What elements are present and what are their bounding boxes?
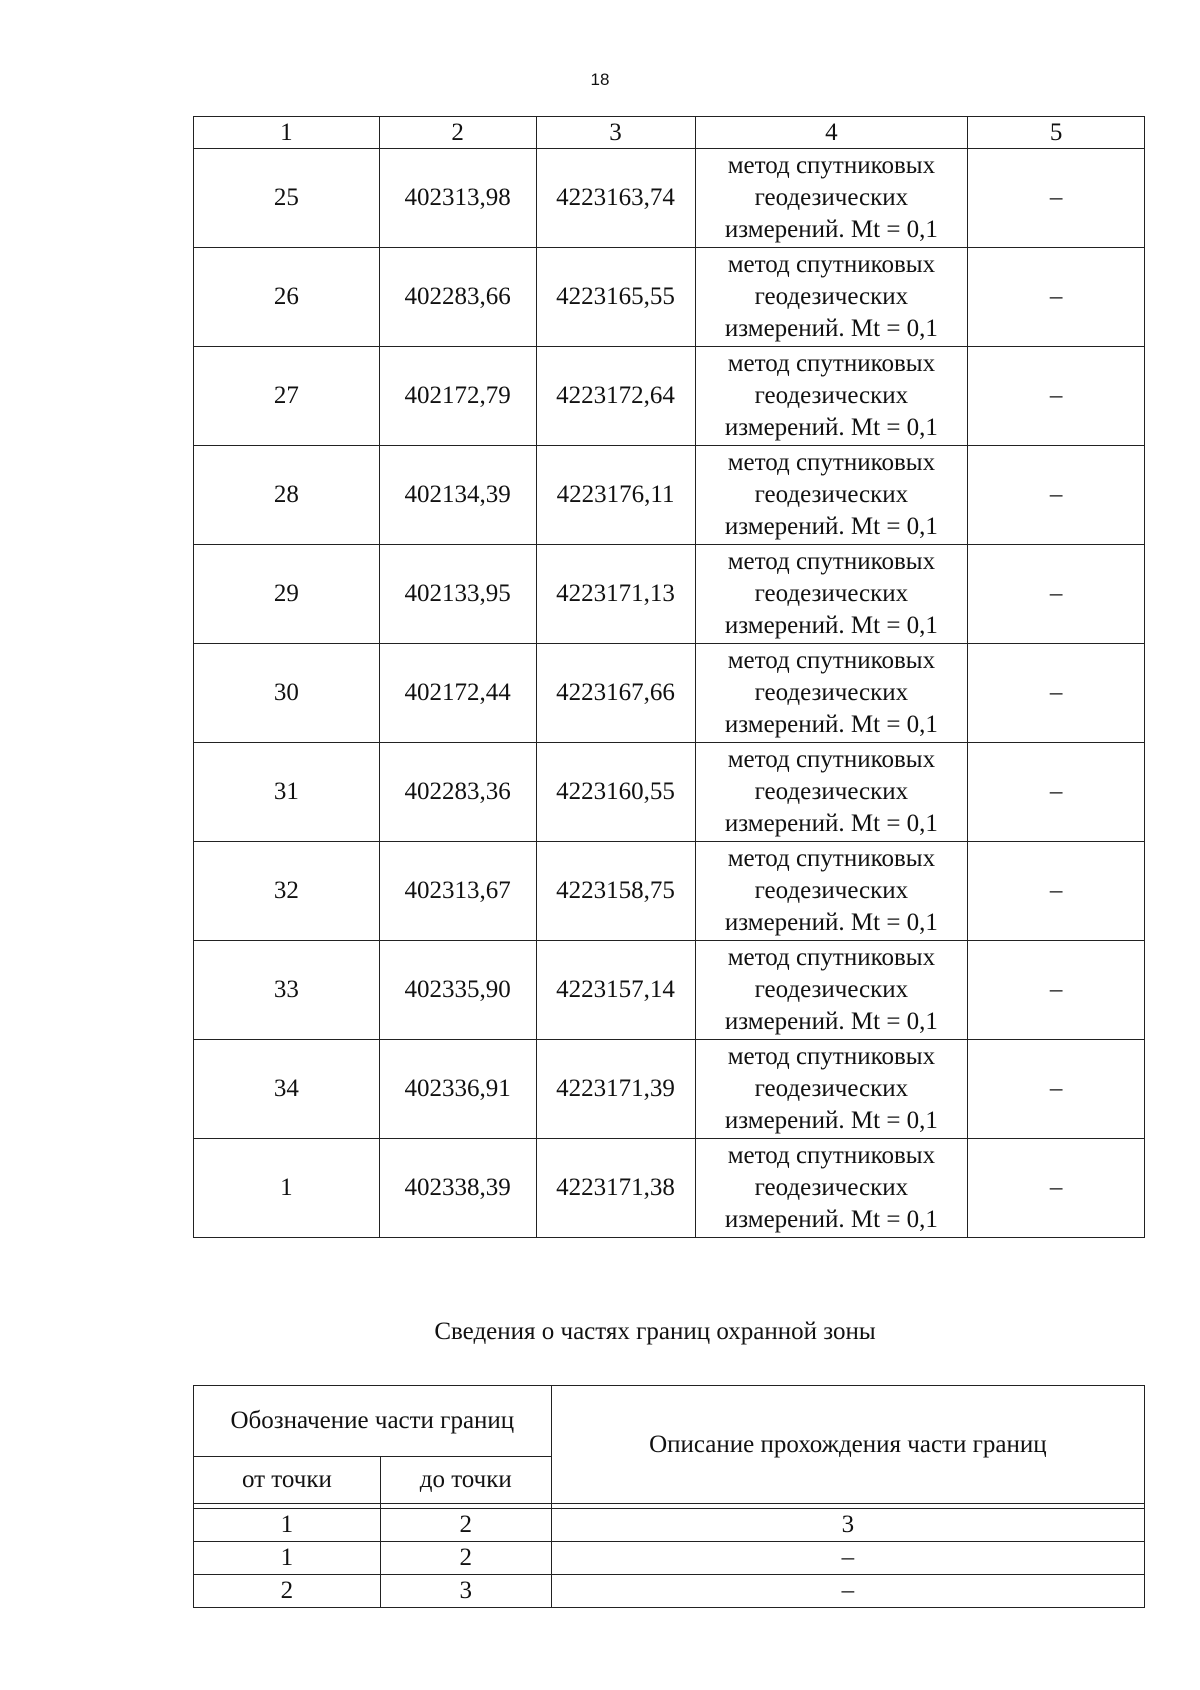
- x-coordinate-cell: 402313,67: [379, 842, 536, 941]
- method-cell: [695, 149, 968, 248]
- method-line: измерений. Mt = 0,1: [724, 414, 938, 441]
- table-row: [194, 743, 1145, 842]
- point-cell: 33: [194, 941, 380, 1040]
- table-row: [194, 1040, 1145, 1139]
- y-coordinate-cell: 4223165,55: [536, 248, 695, 347]
- method-line: геодезических: [754, 1075, 909, 1102]
- point-cell: 30: [194, 644, 380, 743]
- x-coordinate-cell: 402283,66: [379, 248, 536, 347]
- method-line: метод спутниковых: [727, 152, 936, 179]
- table-row: [194, 842, 1145, 941]
- method-line: измерений. Mt = 0,1: [724, 711, 938, 738]
- note-cell: –: [968, 941, 1145, 1040]
- note-cell: –: [968, 842, 1145, 941]
- parts-header-row: [194, 1386, 1145, 1457]
- boundary-parts-table: [193, 1385, 1145, 1608]
- method-line: геодезических: [754, 877, 909, 904]
- y-coordinate-cell: 4223158,75: [536, 842, 695, 941]
- method-line: измерений. Mt = 0,1: [724, 513, 938, 540]
- x-coordinate-cell: 402335,90: [379, 941, 536, 1040]
- column-header: 4: [695, 117, 968, 149]
- from-point-cell: 2: [194, 1575, 381, 1608]
- x-coordinate-cell: 402134,39: [379, 446, 536, 545]
- note-cell: –: [968, 545, 1145, 644]
- y-coordinate-cell: 4223171,39: [536, 1040, 695, 1139]
- column-number: 3: [551, 1509, 1144, 1542]
- coordinates-table: [193, 116, 1145, 1238]
- method-line: геодезических: [754, 679, 909, 706]
- x-coordinate-cell: 402283,36: [379, 743, 536, 842]
- point-cell: 28: [194, 446, 380, 545]
- y-coordinate-cell: 4223172,64: [536, 347, 695, 446]
- column-number: 2: [380, 1509, 551, 1542]
- x-coordinate-cell: 402172,79: [379, 347, 536, 446]
- description-cell: –: [551, 1575, 1144, 1608]
- table-row: [194, 941, 1145, 1040]
- method-cell: [695, 1040, 968, 1139]
- method-line: измерений. Mt = 0,1: [724, 315, 938, 342]
- table-row: [194, 1575, 1145, 1608]
- y-coordinate-cell: 4223171,13: [536, 545, 695, 644]
- method-cell: [695, 941, 968, 1040]
- point-cell: 34: [194, 1040, 380, 1139]
- point-cell: 27: [194, 347, 380, 446]
- method-cell: [695, 446, 968, 545]
- method-line: метод спутниковых: [727, 251, 936, 278]
- designation-header: Обозначение части границ: [194, 1386, 552, 1457]
- x-coordinate-cell: 402172,44: [379, 644, 536, 743]
- column-header: 3: [536, 117, 695, 149]
- method-line: геодезических: [754, 580, 909, 607]
- table-row: [194, 545, 1145, 644]
- point-cell: 25: [194, 149, 380, 248]
- point-cell: 1: [194, 1139, 380, 1238]
- description-cell: –: [551, 1542, 1144, 1575]
- method-line: измерений. Mt = 0,1: [724, 216, 938, 243]
- method-line: измерений. Mt = 0,1: [724, 1107, 938, 1134]
- y-coordinate-cell: 4223157,14: [536, 941, 695, 1040]
- note-cell: –: [968, 347, 1145, 446]
- method-line: геодезических: [754, 976, 909, 1003]
- method-line: метод спутниковых: [727, 746, 936, 773]
- description-header: Описание прохождения части границ: [551, 1386, 1144, 1504]
- to-point-header: до точки: [380, 1457, 551, 1504]
- method-line: измерений. Mt = 0,1: [724, 612, 938, 639]
- method-cell: [695, 644, 968, 743]
- to-point-cell: 3: [380, 1575, 551, 1608]
- method-cell: [695, 347, 968, 446]
- note-cell: –: [968, 149, 1145, 248]
- method-line: геодезических: [754, 283, 909, 310]
- method-line: измерений. Mt = 0,1: [724, 1008, 938, 1035]
- note-cell: –: [968, 1139, 1145, 1238]
- x-coordinate-cell: 402338,39: [379, 1139, 536, 1238]
- y-coordinate-cell: 4223163,74: [536, 149, 695, 248]
- method-line: метод спутниковых: [727, 548, 936, 575]
- method-line: метод спутниковых: [727, 350, 936, 377]
- section-title: Сведения о частях границ охранной зоны: [434, 1318, 876, 1345]
- method-cell: [695, 1139, 968, 1238]
- method-line: метод спутниковых: [727, 449, 936, 476]
- note-cell: –: [968, 1040, 1145, 1139]
- method-line: метод спутниковых: [727, 647, 936, 674]
- x-coordinate-cell: 402133,95: [379, 545, 536, 644]
- column-header: 5: [968, 117, 1145, 149]
- method-cell: [695, 545, 968, 644]
- table-row: [194, 248, 1145, 347]
- column-number: 1: [194, 1509, 381, 1542]
- coordinates-header-row: [194, 117, 1145, 149]
- method-line: метод спутниковых: [727, 944, 936, 971]
- method-cell: [695, 743, 968, 842]
- y-coordinate-cell: 4223171,38: [536, 1139, 695, 1238]
- from-point-header: от точки: [194, 1457, 381, 1504]
- y-coordinate-cell: 4223160,55: [536, 743, 695, 842]
- point-cell: 32: [194, 842, 380, 941]
- method-line: измерений. Mt = 0,1: [724, 909, 938, 936]
- note-cell: –: [968, 644, 1145, 743]
- y-coordinate-cell: 4223167,66: [536, 644, 695, 743]
- method-line: измерений. Mt = 0,1: [724, 1206, 938, 1233]
- numbering-row: [194, 1509, 1145, 1542]
- point-cell: 29: [194, 545, 380, 644]
- x-coordinate-cell: 402336,91: [379, 1040, 536, 1139]
- note-cell: –: [968, 743, 1145, 842]
- table-row: [194, 644, 1145, 743]
- point-cell: 26: [194, 248, 380, 347]
- page-number: 18: [590, 70, 610, 89]
- from-point-cell: 1: [194, 1542, 381, 1575]
- method-line: геодезических: [754, 1174, 909, 1201]
- method-line: геодезических: [754, 184, 909, 211]
- method-cell: [695, 248, 968, 347]
- method-line: измерений. Mt = 0,1: [724, 810, 938, 837]
- table-row: [194, 1542, 1145, 1575]
- x-coordinate-cell: 402313,98: [379, 149, 536, 248]
- point-cell: 31: [194, 743, 380, 842]
- method-line: метод спутниковых: [727, 1043, 936, 1070]
- method-line: геодезических: [754, 382, 909, 409]
- y-coordinate-cell: 4223176,11: [536, 446, 695, 545]
- table-row: [194, 446, 1145, 545]
- note-cell: –: [968, 248, 1145, 347]
- note-cell: –: [968, 446, 1145, 545]
- table-row: [194, 1139, 1145, 1238]
- to-point-cell: 2: [380, 1542, 551, 1575]
- column-header: 1: [194, 117, 380, 149]
- method-cell: [695, 842, 968, 941]
- method-line: геодезических: [754, 778, 909, 805]
- method-line: геодезических: [754, 481, 909, 508]
- method-line: метод спутниковых: [727, 845, 936, 872]
- table-row: [194, 347, 1145, 446]
- method-line: метод спутниковых: [727, 1142, 936, 1169]
- table-row: [194, 149, 1145, 248]
- column-header: 2: [379, 117, 536, 149]
